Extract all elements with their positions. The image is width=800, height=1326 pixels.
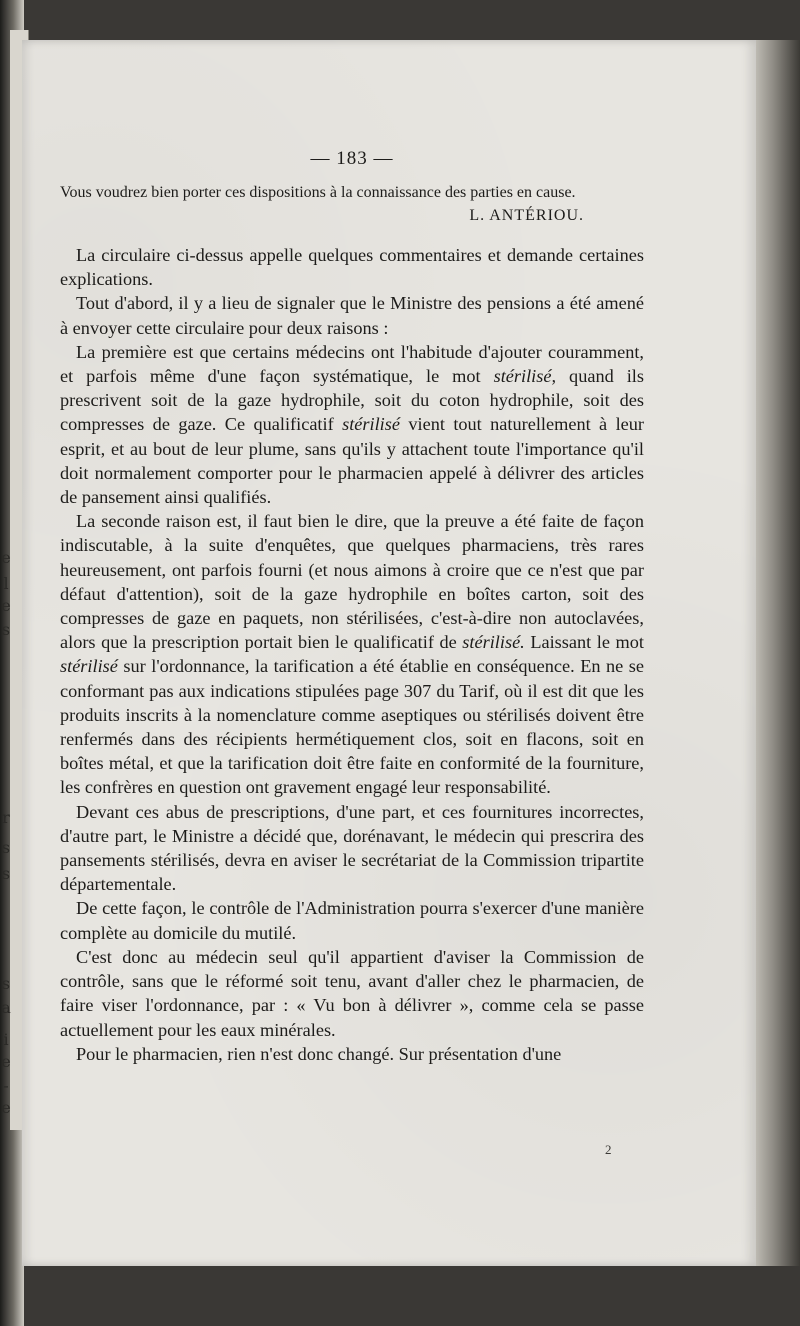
margin-mark: i: [3, 1030, 9, 1049]
paragraph-text: La première est que certains médecins ont l'habitude d'ajouter couramment, et parfois même d'une façon systématique, le mot: [60, 341, 644, 387]
margin-mark: r: [2, 808, 10, 827]
signature-mark-number: 2: [605, 1142, 612, 1157]
paragraph: [60, 945, 644, 1042]
right-book-edge: [756, 40, 800, 1266]
margin-mark: s: [1, 974, 11, 993]
paragraph: [60, 291, 644, 339]
margin-mark: a: [1, 998, 11, 1017]
paragraph: [60, 509, 644, 799]
paragraph-text: Laissant le mot: [524, 632, 644, 653]
page-number: — 183 —: [310, 148, 394, 169]
paragraph-text: Pour le pharmacien, rien n'est donc changé. Sur présentation d'une: [76, 1043, 562, 1064]
margin-mark: s: [1, 620, 11, 639]
italic-term: stérilisé: [60, 656, 118, 677]
margin-mark: -: [3, 1076, 9, 1095]
margin-mark: s: [1, 838, 11, 857]
margin-mark: e: [1, 1052, 11, 1071]
commentary-text: [60, 243, 644, 1066]
document-page: [22, 40, 756, 1266]
paragraph-text: sur l'ordonnance, la tarification a été établie en conséquence. En ne se conformant pas aux indications stipulées page 307 du Tarif, où il est dit que les produits inscrits à la nomenclature comme aseptiques ou stérilisés doivent être renfermés dans des récipients hermétiquement clos, soit en flacons, soit en boîtes métal, et que la tarification doit être faite en conformité de la fourniture, les confrères en question ont gravement engagé leur responsabilité.: [60, 656, 644, 798]
margin-mark: e: [1, 596, 11, 615]
paragraph-text: De cette façon, le contrôle de l'Administration pourra s'exercer d'une manière complète au domicile du mutilé.: [60, 898, 644, 943]
circular-closing-note: Vous voudrez bien porter ces dispositions à la connaissance des parties en cause.: [60, 184, 576, 201]
margin-mark: l: [3, 574, 9, 593]
paragraph-text: La circulaire ci-dessus appelle quelques commentaires et demande certaines explications.: [60, 245, 644, 290]
paragraph: [60, 243, 644, 291]
paragraph-text: La seconde raison est, il faut bien le dire, que la preuve a été faite de façon indiscutable, à la suite d'enquêtes, que quelques pharmaciens, très rares heureusement, ont parfois fourni (et nous aimons à croire que ce n'est que par défaut d'attention), soit de la gaze hydrophile en boîtes carton, soit des compresses de gaze en paquets, non stérilisées, c'est-à-dire non autoclavées, alors que la prescription portait bien le qualificatif de: [60, 511, 644, 653]
margin-mark: s: [1, 864, 11, 883]
paragraph: [60, 340, 644, 509]
paragraph-text: vient tout naturellement à leur esprit, et au bout de leur plume, sans qu'ils y attachent toute l'importance qu'il doit normalement comporter pour le pharmacien appelé à délivrer des articles de pansement ainsi qualifiés.: [60, 414, 644, 508]
paragraph-text: Tout d'abord, il y a lieu de signaler que le Ministre des pensions a été amené à envoyer cette circulaire pour deux raisons :: [60, 293, 644, 338]
margin-mark: e: [1, 548, 11, 567]
page-body: [60, 146, 644, 1066]
paragraph: [60, 800, 644, 897]
margin-mark: e: [1, 1098, 11, 1117]
paragraph-text: Devant ces abus de prescriptions, d'une part, et ces fournitures incorrectes, d'autre part, le Ministre a décidé que, dorénavant, le médecin qui prescrira des pansements stérilisés, devra en aviser le secrétariat de la Commission tripartite départementale.: [60, 801, 644, 895]
paragraph: [60, 1042, 644, 1066]
paragraph-text: C'est donc au médecin seul qu'il appartient d'aviser la Commission de contrôle, sans que le réformé soit tenu, avant d'aller chez le pharmacien, de faire viser l'ordonnance, par : « Vu bon à délivrer », comme cela se passe actuellement pour les eaux minérales.: [60, 946, 644, 1040]
italic-term: stérilisé,: [493, 366, 557, 387]
signature: L. ANTÉRIOU.: [469, 207, 584, 224]
paragraph: [60, 896, 644, 944]
italic-term: stérilisé: [342, 414, 400, 435]
paragraph-text: quand ils prescrivent soit de la gaze hydrophile, soit du coton hydrophile, soit des compresses de gaze. Ce qualificatif: [60, 366, 644, 435]
italic-term: stérilisé.: [462, 632, 525, 653]
